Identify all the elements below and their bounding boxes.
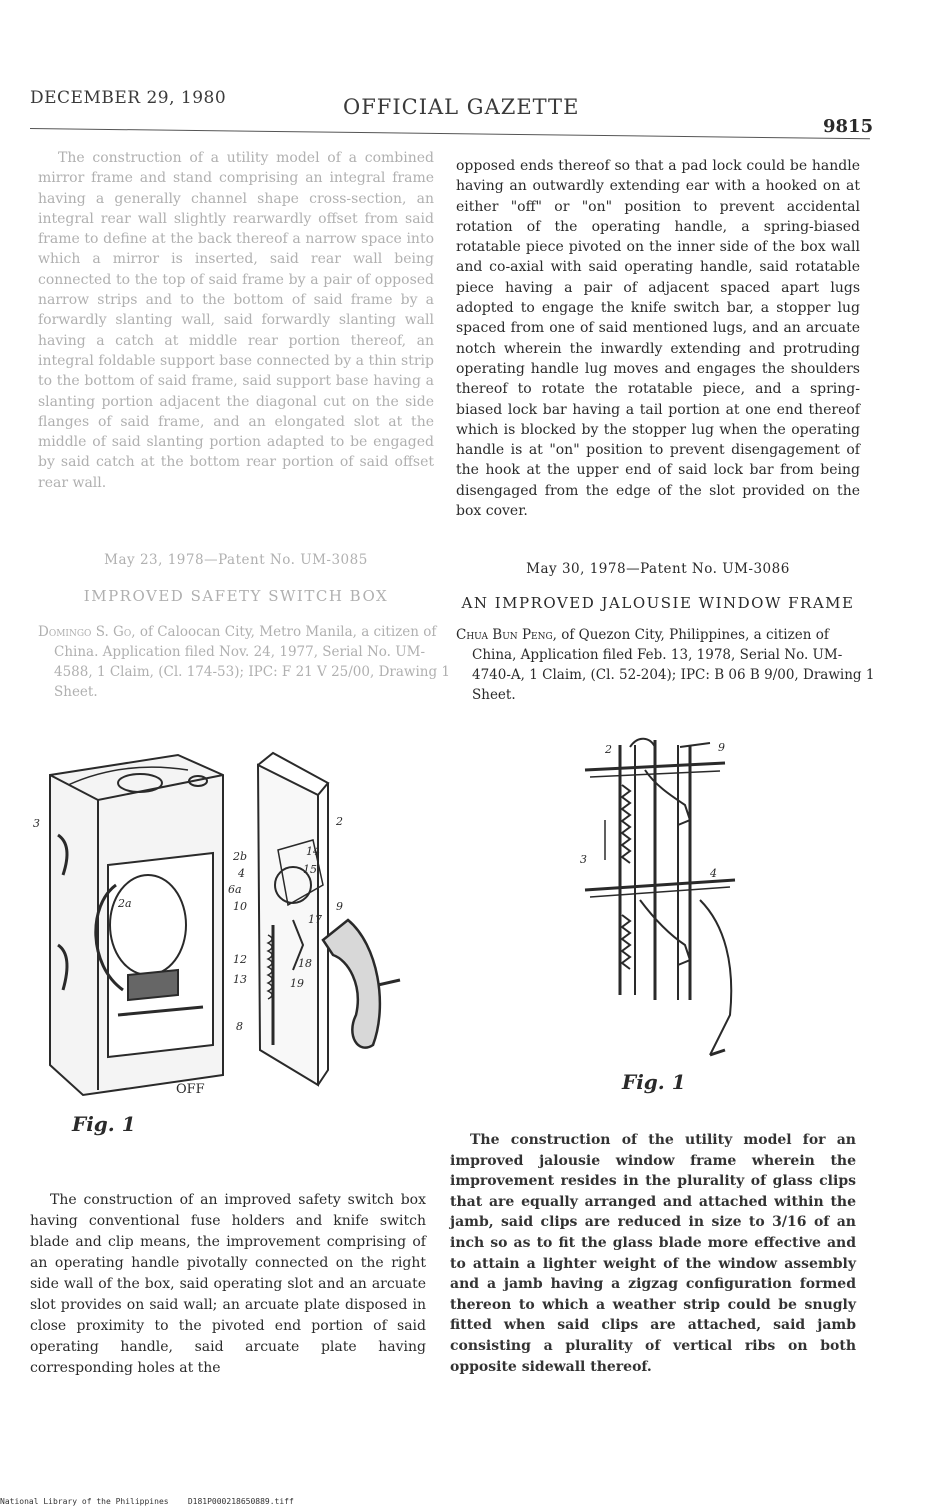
right-figure-caption: Fig. 1	[622, 1070, 686, 1094]
right-continuation-paragraph	[456, 156, 860, 521]
left-claim-paragraph	[30, 1190, 426, 1379]
left-fig-label-4: 4	[238, 867, 245, 880]
page-number: 9815	[823, 116, 874, 137]
left-fig-label-2: 2	[336, 815, 343, 828]
left-applicant	[38, 622, 450, 702]
left-fig-label-off: OFF	[176, 1082, 205, 1097]
right-applicant	[456, 625, 876, 705]
scan-footer: National Library of the Philippines D181P000218650889.tiff	[0, 1497, 294, 1506]
right-continuation-text: opposed ends thereof so that a pad lock could be handle having an outwardly extending ear with a hooked on at either "off" or "on" position to prevent accidental rotation of the operating handle, a spring-biased rotatable piece pivoted on the inner side of the box wall and co-axial with said operating handle, said rotatable piece having a pair of adjacent spaced apart lugs adopted to engage the knife switch bar, a stopper lug spaced from one of said mentioned lugs, and an arcuate notch wherein the inwardly extending and protruding operating handle lug moves and engages the shoulders thereof to rotate the rotatable piece, and a spring-biased lock bar having a tail portion at one end thereof which is blocked by the stopper lug when the operating handle is at "on" position to prevent disengagement of the hook at the upper end of said lock bar from being disengaged from the edge of the slot provided on the box cover.	[456, 158, 860, 520]
left-applicant-details: , of Caloocan City, Metro Manila, a citizen of China. Application filed Nov. 24, 1977, Serial No. UM-4588, 1 Claim, (Cl. 174-53); IPC: F 21 V 25/00, Drawing 1 Sheet.	[54, 624, 450, 700]
right-patent-line: May 30, 1978—Patent No. UM-3086	[526, 561, 790, 577]
left-fig-label-19: 19	[290, 977, 304, 990]
left-fig-label-2a: 2a	[118, 897, 132, 910]
right-patent-title: AN IMPROVED JALOUSIE WINDOW FRAME	[461, 594, 855, 612]
left-intro-text: The construction of a utility model of a combined mirror frame and stand comprising an integral frame having a generally channel shape cross-section, an integral rear wall slightly rearwardly offset from said frame to define at the back thereof a narrow space into which a mirror is inserted, said rear wall being connected to the top of said frame by a pair of opposed narrow strips and to the bottom of said frame by a forwardly slanting wall, said forwardly slanting wall having a catch at middle rear portion thereof, an integral foldable support base connected by a thin strip to the bottom of said frame, said support base having a slanting portion adjacent the diagonal cut on the side flanges of said frame, and an elongated slot at the middle of said slanting portion adapted to be engaged by said catch at the bottom rear portion of said offset rear wall.	[38, 150, 434, 491]
left-fig-label-2b: 2b	[233, 850, 248, 863]
right-applicant-details: , of Quezon City, Philippines, a citizen of China, Application filed Feb. 13, 1978, Serial No. UM-4740-A, 1 Claim, (Cl. 52-204); IPC: B 06 B 9/00, Drawing 1 Sheet.	[472, 627, 875, 703]
left-patent-title: IMPROVED SAFETY SWITCH BOX	[83, 587, 389, 605]
left-fig-label-12: 12	[233, 953, 247, 966]
left-fig-label-18: 18	[298, 957, 312, 970]
left-fig-label-8: 8	[236, 1020, 243, 1033]
left-fig-label-13: 13	[233, 973, 247, 986]
left-applicant-name: Domingo S. Go	[38, 624, 132, 640]
safety-switch-box-drawing	[28, 745, 428, 1110]
left-fig-label-17: 17	[308, 913, 322, 926]
left-fig-label-10: 10	[233, 900, 247, 913]
left-figure-caption: Fig. 1	[72, 1112, 136, 1136]
header-date: DECEMBER 29, 1980	[30, 88, 227, 108]
right-claim-paragraph	[450, 1130, 856, 1377]
right-fig-label-9: 9	[718, 741, 725, 754]
left-claim-text: The construction of an improved safety switch box having conventional fuse holders and knife switch blade and clip means, the improvement comprising of an operating handle pivotally connected on the right side wall of the box, said operating slot and an arcuate slot provides on said wall; an arcuate plate disposed in close proximity to the pivoted end portion of said operating handle, said arcuate plate having corresponding holes at the	[30, 1192, 426, 1376]
jalousie-frame-drawing	[560, 725, 770, 1070]
left-fig-label-3: 3	[33, 817, 40, 830]
right-fig-label-4: 4	[710, 867, 717, 880]
left-intro-paragraph	[38, 148, 434, 493]
left-fig-label-15: 15	[303, 863, 317, 876]
right-claim-text: The construction of the utility model for an improved jalousie window frame wherein the improvement resides in the plurality of glass clips that are equally arranged and attached within the jamb, said clips are reduced in size to 3/16 of an inch so as to fit the glass blade more effective and to attain a lighter weight of the window assembly and a jamb having a zigzag configuration formed thereon to which a weather strip could be snugly fitted when said clips are attached, said jamb consisting a plurality of vertical ribs on both opposite sidewall thereof.	[450, 1132, 856, 1375]
left-patent-line: May 23, 1978—Patent No. UM-3085	[104, 552, 368, 568]
right-fig-label-3: 3	[580, 853, 587, 866]
header-rule	[30, 128, 870, 139]
right-fig-label-2: 2	[605, 743, 612, 756]
left-fig-label-9: 9	[336, 900, 343, 913]
left-fig-label-14: 14	[306, 845, 320, 858]
gazette-title: OFFICIAL GAZETTE	[343, 95, 580, 119]
right-applicant-name: Chua Bun Peng	[456, 627, 553, 643]
left-fig-label-6a: 6a	[228, 883, 242, 896]
